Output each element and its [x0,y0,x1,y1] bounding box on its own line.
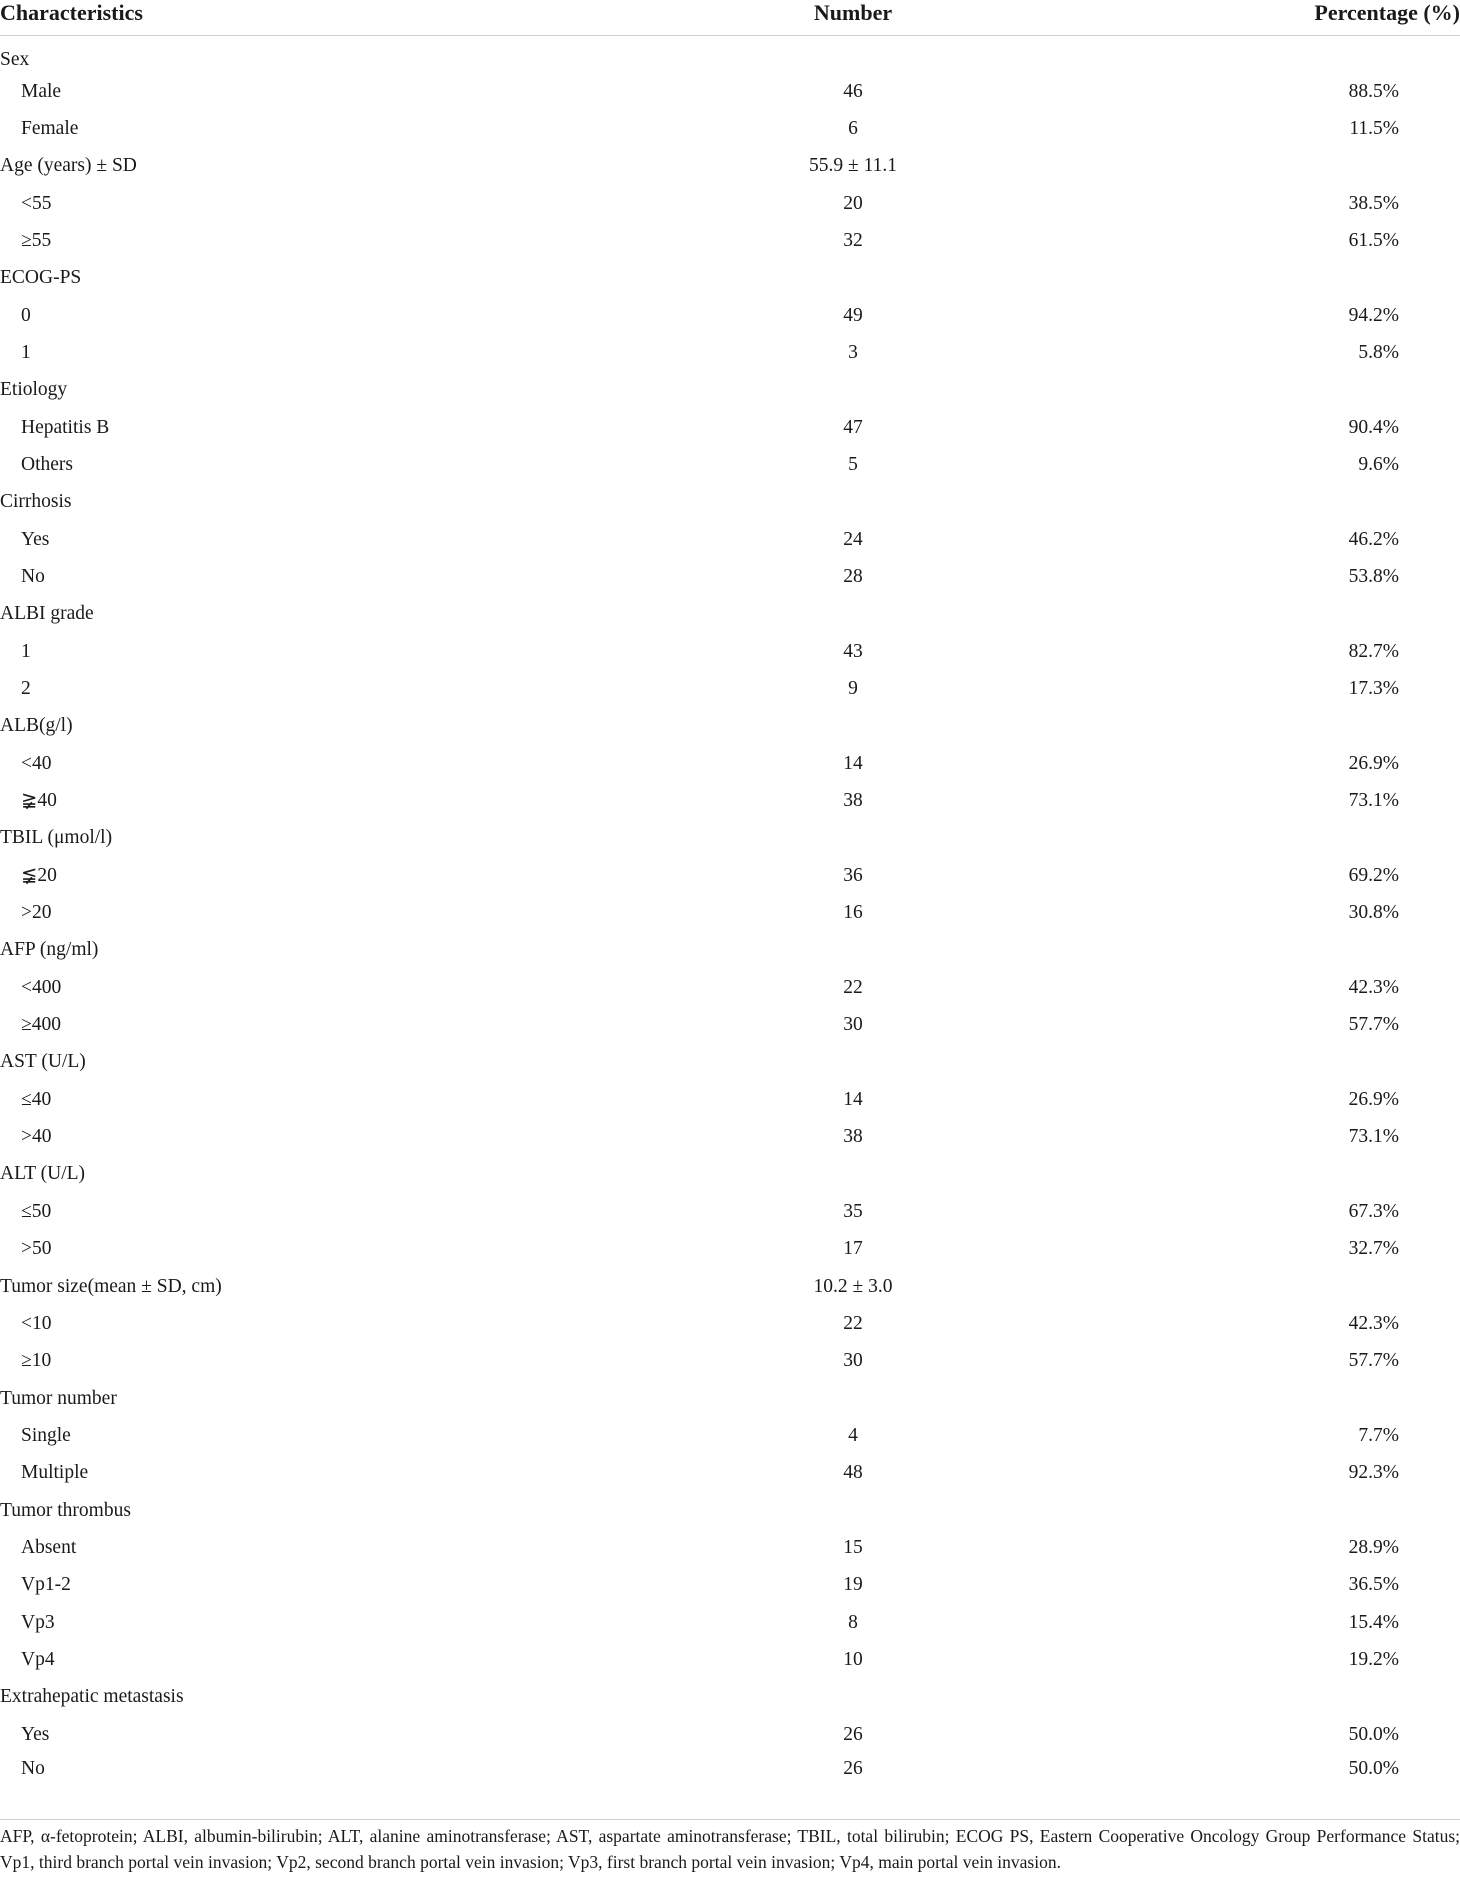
row-percentage: 82.7% [1348,640,1399,662]
table-row [0,110,1460,147]
row-category-label: Tumor number [0,1387,117,1409]
row-number: 30 [843,1014,863,1036]
row-number [560,36,974,73]
row-percentage: 90.4% [1348,416,1399,438]
row-sublabel: Absent [21,1536,77,1558]
row-category-label: AFP (ng/ml) [0,939,99,961]
table-row [0,1417,1460,1454]
row-number: 43 [843,640,863,662]
row-number [560,260,974,297]
table-row [0,446,1460,483]
row-number: 8 [848,1611,858,1633]
row-category-label: TBIL (μmol/l) [0,827,113,849]
row-number [560,1044,974,1081]
row-sublabel: Yes [21,1723,50,1745]
row-sublabel: Male [21,80,62,102]
row-sublabel: ≨20 [21,864,57,886]
row-category-label: ECOG-PS [0,267,82,289]
row-percentage [974,148,1460,185]
table-row [0,1567,1460,1604]
row-percentage: 73.1% [1348,790,1399,812]
row-percentage: 53.8% [1348,565,1399,587]
row-sublabel: Others [21,453,73,475]
row-number: 9 [848,678,858,700]
row-percentage: 92.3% [1348,1462,1399,1484]
row-category-label: Age (years) ± SD [0,155,137,177]
row-number: 32 [843,229,863,251]
row-number: 15 [843,1536,863,1558]
table-row [0,484,1460,521]
table-row [0,670,1460,707]
table-row [0,297,1460,334]
table-header [0,0,1460,36]
row-percentage: 94.2% [1348,304,1399,326]
row-number: 26 [843,1723,863,1745]
row-percentage [974,1044,1460,1081]
table-row [0,36,1460,73]
row-sublabel: ≥10 [21,1350,52,1372]
row-sublabel: ≤50 [21,1200,52,1222]
row-category-label: ALB(g/l) [0,715,73,737]
table-row [0,1231,1460,1268]
table-row [0,1604,1460,1641]
row-category-label: Etiology [0,379,68,401]
row-number: 14 [843,752,863,774]
row-sublabel: ≥55 [21,229,52,251]
row-sublabel: 0 [21,304,31,326]
row-number: 3 [848,341,858,363]
row-percentage: 46.2% [1348,528,1399,550]
row-category-label: AST (U/L) [0,1051,86,1073]
table-row [0,596,1460,633]
table-row [0,558,1460,595]
table-row [0,1716,1460,1753]
table-row [0,409,1460,446]
row-percentage: 5.8% [1358,341,1399,363]
row-percentage [974,36,1460,73]
table-row [0,372,1460,409]
row-sublabel: Female [21,117,79,139]
row-percentage: 50.0% [1348,1723,1399,1745]
row-number [560,372,974,409]
row-sublabel: Vp3 [21,1611,55,1633]
row-percentage: 69.2% [1348,864,1399,886]
table-row [0,745,1460,782]
row-number [560,596,974,633]
row-number: 5 [848,453,858,475]
table-row [0,932,1460,969]
row-percentage [974,708,1460,745]
row-sublabel: <40 [21,752,52,774]
row-number: 10.2 ± 3.0 [813,1275,893,1297]
table-row [0,1268,1460,1305]
table-row [0,222,1460,259]
row-percentage [974,820,1460,857]
row-percentage: 15.4% [1348,1611,1399,1633]
table-row [0,1156,1460,1193]
table-row [0,1529,1460,1566]
row-number: 47 [843,416,863,438]
row-number [560,1492,974,1529]
table-row [0,260,1460,297]
table-row [0,633,1460,670]
table-row [0,1492,1460,1529]
table-row [0,1380,1460,1417]
row-sublabel: <55 [21,192,52,214]
row-number: 38 [843,790,863,812]
row-percentage: 30.8% [1348,902,1399,924]
table-row [0,969,1460,1006]
row-category-label: ALT (U/L) [0,1163,86,1185]
row-category-label: ALBI grade [0,603,94,625]
table-body [0,36,1460,1791]
header-characteristics: Characteristics [0,0,560,36]
table-row [0,1753,1460,1790]
row-number [560,932,974,969]
table-row [0,782,1460,819]
table-row [0,1118,1460,1155]
row-percentage: 9.6% [1358,453,1399,475]
row-sublabel: 2 [21,678,31,700]
row-number: 46 [843,80,863,102]
row-number: 16 [843,902,863,924]
row-number: 28 [843,565,863,587]
table-row [0,521,1460,558]
row-percentage: 36.5% [1348,1574,1399,1596]
row-percentage: 57.7% [1348,1014,1399,1036]
row-percentage [974,372,1460,409]
table-bottom-rule [0,1819,1460,1820]
row-category-label: Cirrhosis [0,491,72,513]
table-row [0,1679,1460,1716]
header-percentage: Percentage (%) [974,0,1460,36]
row-percentage: 73.1% [1348,1126,1399,1148]
row-sublabel: Multiple [21,1462,89,1484]
table-row [0,73,1460,110]
header-row [0,0,1460,36]
row-number: 38 [843,1126,863,1148]
row-sublabel: No [21,565,45,587]
row-sublabel: 1 [21,640,31,662]
row-percentage: 50.0% [1348,1757,1399,1779]
row-percentage: 38.5% [1348,192,1399,214]
row-number [560,1380,974,1417]
row-number [560,1156,974,1193]
row-percentage: 42.3% [1348,1312,1399,1334]
row-number: 24 [843,528,863,550]
row-sublabel: No [21,1757,45,1779]
row-percentage [974,596,1460,633]
table-row [0,185,1460,222]
row-number: 36 [843,864,863,886]
row-number: 6 [848,117,858,139]
row-number [560,708,974,745]
row-sublabel: Vp1-2 [21,1574,71,1596]
row-category-label: Extrahepatic metastasis [0,1686,184,1708]
row-sublabel: ≤40 [21,1088,52,1110]
row-percentage: 26.9% [1348,752,1399,774]
row-sublabel: >40 [21,1126,52,1148]
row-sublabel: 1 [21,341,31,363]
row-number [560,820,974,857]
row-number: 35 [843,1200,863,1222]
row-number: 17 [843,1238,863,1260]
row-sublabel: Vp4 [21,1648,55,1670]
row-percentage: 88.5% [1348,80,1399,102]
row-percentage [974,1156,1460,1193]
row-number: 49 [843,304,863,326]
row-sublabel: ≥400 [21,1014,61,1036]
row-percentage: 42.3% [1348,976,1399,998]
row-percentage [974,260,1460,297]
header-number: Number [560,0,974,36]
row-number: 22 [843,1312,863,1334]
row-percentage [974,484,1460,521]
row-number: 30 [843,1350,863,1372]
row-number: 14 [843,1088,863,1110]
row-number: 55.9 ± 11.1 [809,155,897,177]
row-number: 19 [843,1574,863,1596]
table-row [0,1006,1460,1043]
row-percentage: 7.7% [1358,1424,1399,1446]
row-percentage [974,932,1460,969]
row-number: 10 [843,1648,863,1670]
row-number: 22 [843,976,863,998]
row-percentage: 32.7% [1348,1238,1399,1260]
table-row [0,857,1460,894]
row-number: 20 [843,192,863,214]
row-percentage: 28.9% [1348,1536,1399,1558]
row-sublabel: Single [21,1424,71,1446]
row-number: 48 [843,1462,863,1484]
row-percentage [974,1492,1460,1529]
row-percentage [974,1380,1460,1417]
table-row [0,1305,1460,1342]
table-row [0,1081,1460,1118]
row-number: 26 [843,1757,863,1779]
row-sublabel: Yes [21,528,50,550]
row-number: 4 [848,1424,858,1446]
table-row [0,148,1460,185]
row-percentage: 11.5% [1349,117,1399,139]
table-footnote: AFP, α-fetoprotein; ALBI, albumin-bilirubin; ALT, alanine aminotransferase; AST, aspartate aminotransferase; TBIL, total bilirubin; ECOG PS, Eastern Cooperative Oncology Group Performance Status; Vp1, third branch portal vein invasion; Vp2, second branch portal vein invasion; Vp3, first branch portal vein invasion; Vp4, main portal vein invasion. [0,1826,1460,1872]
row-sublabel: Hepatitis B [21,416,110,438]
row-sublabel: >50 [21,1238,52,1260]
row-number [560,1679,974,1716]
row-category-label: Tumor thrombus [0,1499,131,1521]
row-category-label: Tumor size(mean ± SD, cm) [0,1275,222,1297]
row-sublabel: ≩40 [21,790,57,812]
table-row [0,1193,1460,1230]
table-row [0,894,1460,931]
row-percentage: 17.3% [1348,678,1399,700]
table-row [0,708,1460,745]
table-row [0,820,1460,857]
row-percentage: 26.9% [1348,1088,1399,1110]
table-row [0,1343,1460,1380]
row-percentage: 61.5% [1348,229,1399,251]
row-sublabel: >20 [21,902,52,924]
row-number [560,484,974,521]
row-percentage [974,1679,1460,1716]
table-row [0,1044,1460,1081]
row-sublabel: <400 [21,976,62,998]
row-percentage: 57.7% [1348,1350,1399,1372]
row-percentage: 19.2% [1348,1648,1399,1670]
row-category-label: Sex [0,49,30,71]
row-percentage: 67.3% [1348,1200,1399,1222]
table-row [0,1641,1460,1678]
table-row [0,334,1460,371]
table-row [0,1455,1460,1492]
row-percentage [974,1268,1460,1305]
row-sublabel: <10 [21,1312,52,1334]
